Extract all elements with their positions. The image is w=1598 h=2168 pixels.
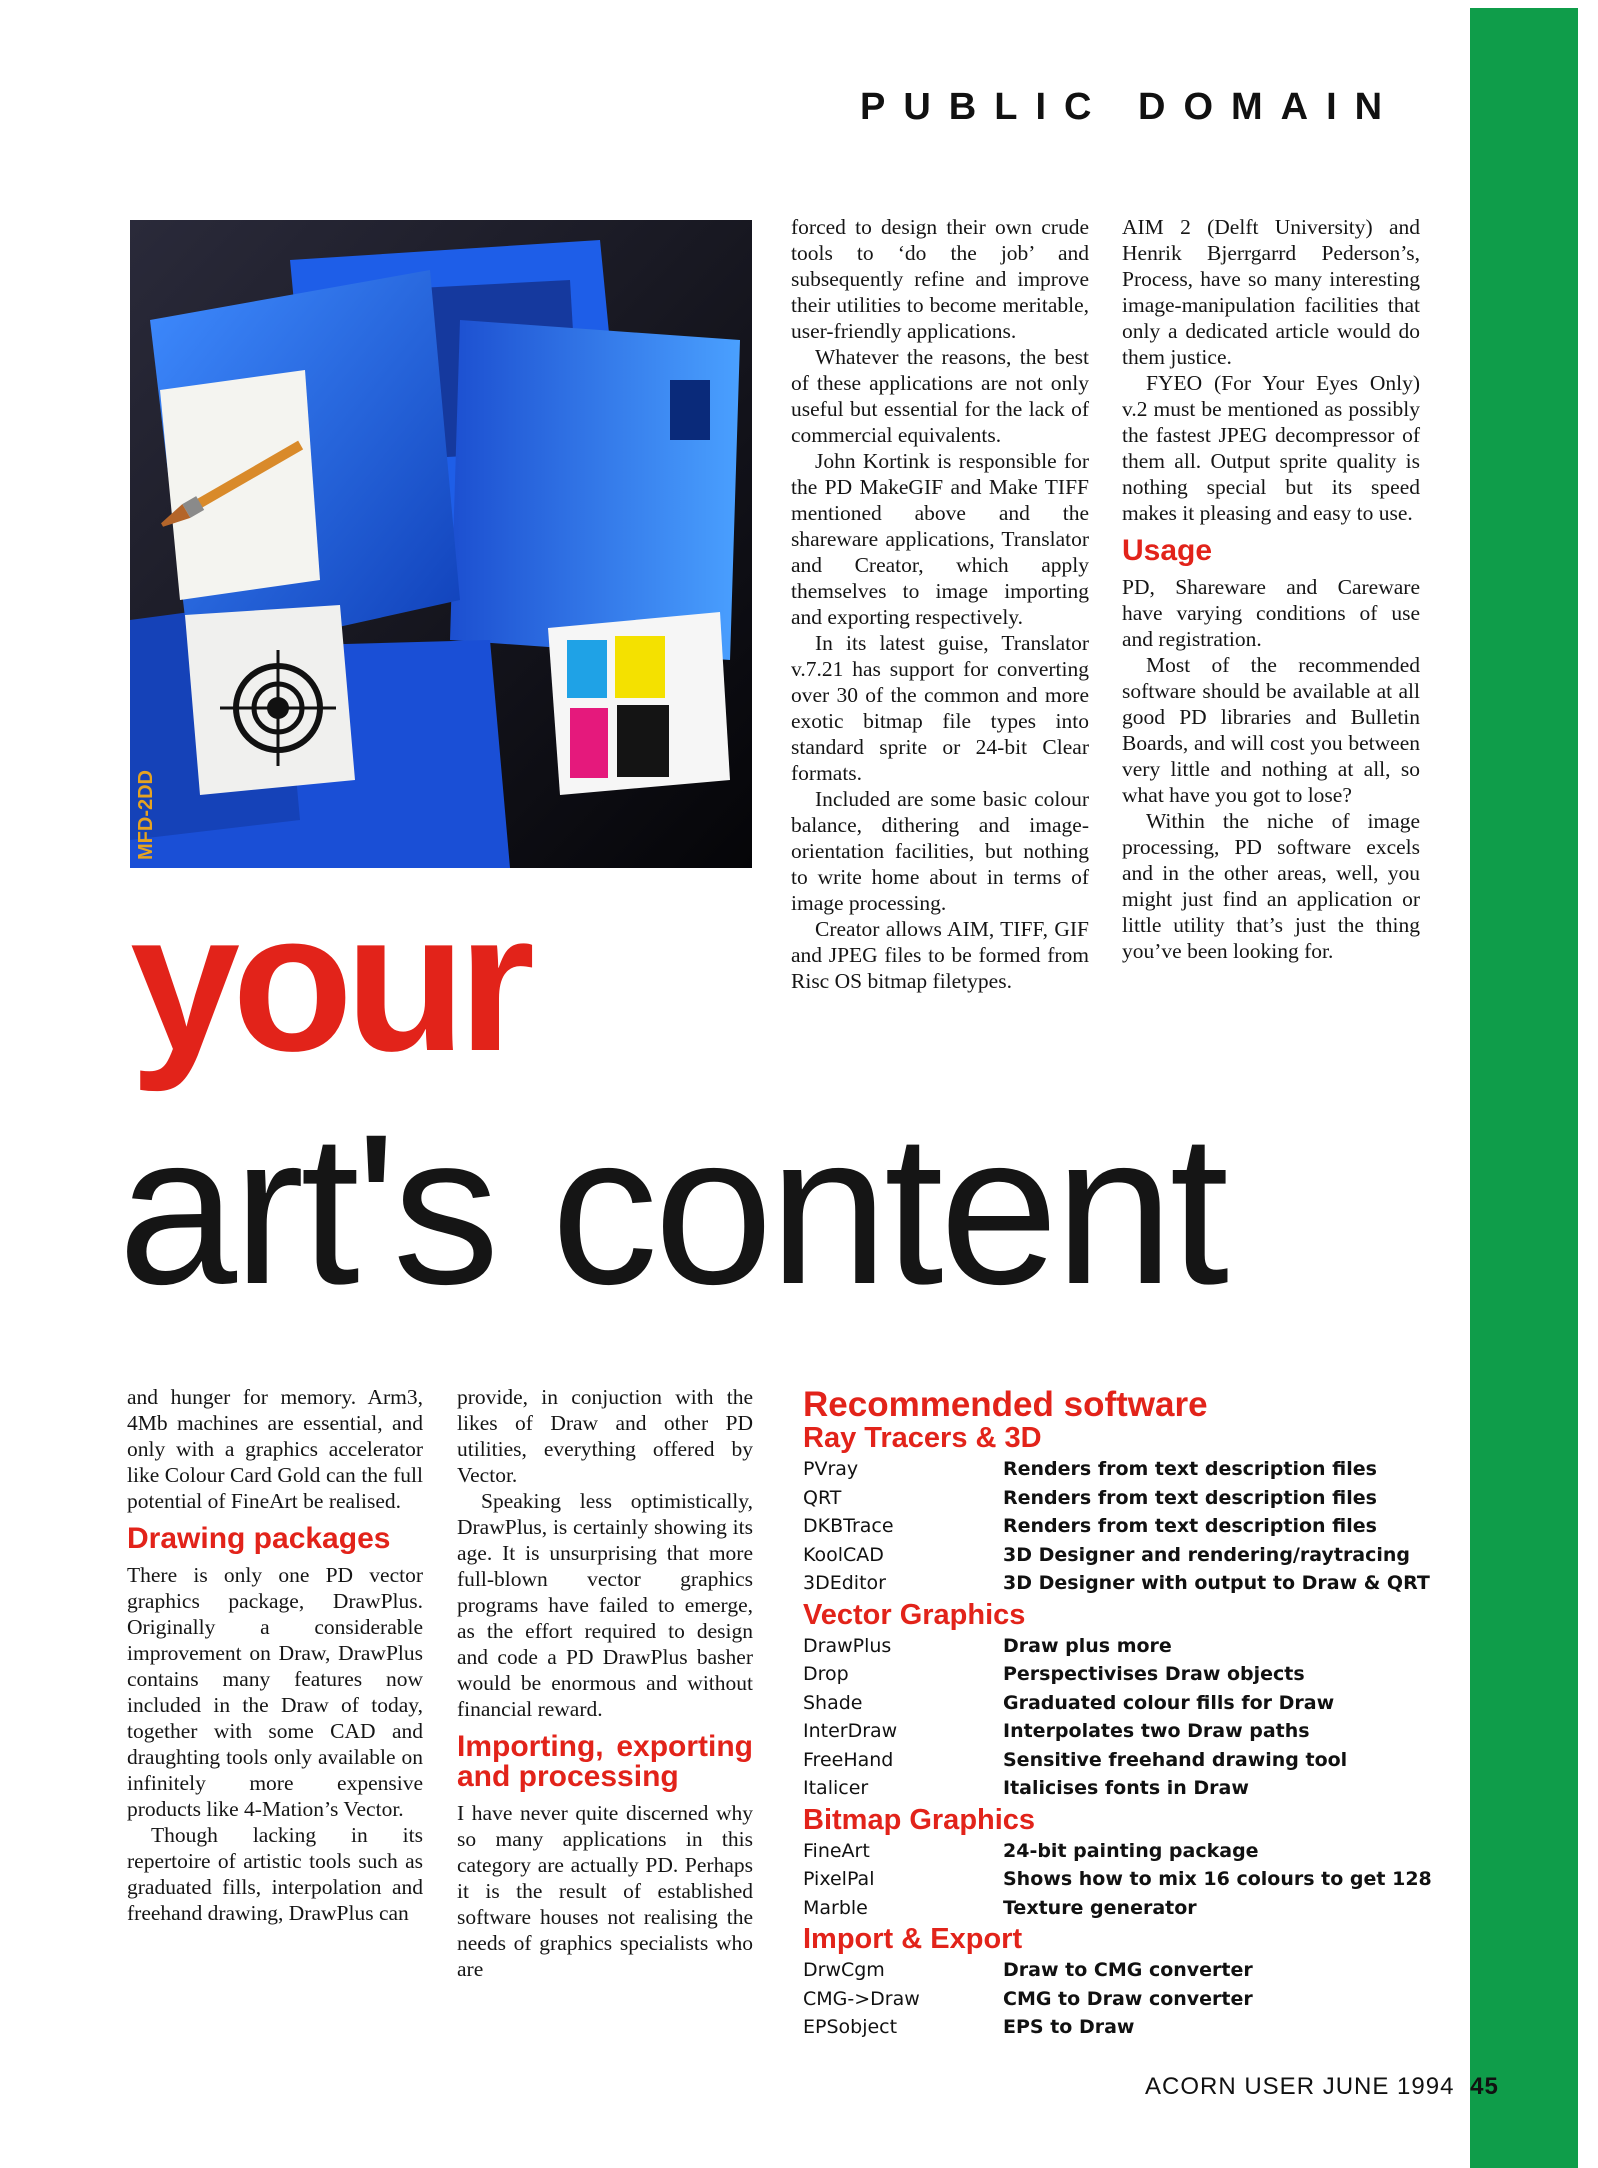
target-label <box>185 605 355 795</box>
software-row <box>803 1985 1463 2014</box>
green-edge-bar <box>1470 0 1598 2160</box>
software-row <box>803 2013 1463 2042</box>
floppy-disk-right <box>450 320 740 660</box>
software-name: DrwCgm <box>803 1959 885 1981</box>
paragraph: provide, in conjuction with the likes of Draw and other PD utilities, everything offered by Vector. <box>457 1385 753 1487</box>
software-desc: 3D Designer with output to Draw & QRT <box>1003 1572 1430 1594</box>
paragraph: Within the niche of image processing, PD software excels and in the other areas, well, you might just find an application or little utility that’s just the thing you’ve been looking for. <box>1122 809 1420 963</box>
paragraph: Though lacking in its repertoire of artistic tools such as graduated fills, interpolation and freehand drawing, DrawPlus can <box>127 1823 423 1925</box>
software-name: PVray <box>803 1458 859 1480</box>
software-row <box>803 1774 1463 1803</box>
software-desc: Interpolates two Draw paths <box>1003 1720 1310 1742</box>
software-name: Italicer <box>803 1777 869 1799</box>
section-label: PUBLIC DOMAIN <box>860 86 1401 128</box>
software-name: PixelPal <box>803 1868 875 1890</box>
software-desc: Renders from text description files <box>1003 1486 1377 1509</box>
software-name: KoolCAD <box>803 1543 884 1566</box>
category-table <box>803 1837 1463 1923</box>
software-desc: Perspectivises Draw objects <box>1003 1663 1305 1685</box>
software-desc: 24-bit painting package <box>1003 1839 1259 1862</box>
software-name: 3DEditor <box>803 1572 886 1594</box>
category-table <box>803 1632 1463 1803</box>
paragraph: In its latest guise, Translator v.7.21 has support for converting over 30 of the common and more exotic bitmap file types into standard sprite or 24-bit Clear formats. <box>791 631 1089 785</box>
software-desc: 3D Designer and rendering/raytracing <box>1003 1543 1411 1566</box>
software-name: Marble <box>803 1896 868 1919</box>
software-desc: Texture generator <box>1003 1896 1197 1919</box>
software-row <box>803 1894 1463 1923</box>
paragraph: PD, Shareware and Careware have varying conditions of use and registration. <box>1122 575 1420 651</box>
category-heading: Ray Tracers & 3D <box>803 1422 1042 1454</box>
category-heading: Import & Export <box>803 1923 1023 1955</box>
software-desc: Shows how to mix 16 colours to get 128 <box>1003 1868 1432 1890</box>
software-name: DKBTrace <box>803 1515 894 1537</box>
drawing-packages-heading: Drawing packages <box>127 1522 391 1555</box>
category-heading: Vector Graphics <box>803 1598 1026 1631</box>
software-desc: Italicises fonts in Draw <box>1003 1777 1249 1799</box>
software-desc: CMG to Draw converter <box>1003 1987 1253 2010</box>
page-footer <box>1145 2073 1499 2101</box>
recommended-software-title: Recommended software <box>803 1385 1208 1424</box>
software-row <box>803 1837 1463 1866</box>
paragraph: I have never quite discerned why so many applications in this category are actually PD. Perhaps it is the result of established software houses not realising the needs of graphics specialists who are <box>457 1801 753 1981</box>
recommended-software-list <box>803 1421 1463 2042</box>
software-desc: Draw plus more <box>1003 1634 1172 1657</box>
top-column-2 <box>1122 214 1420 964</box>
bottom-column-2 <box>457 1384 753 1982</box>
bottom-column-1 <box>127 1384 423 1926</box>
top-column-1 <box>791 214 1089 994</box>
software-row <box>803 1632 1463 1661</box>
software-desc: Renders from text description files <box>1003 1515 1377 1537</box>
software-desc: Graduated colour fills for Draw <box>1003 1691 1335 1714</box>
black-swatch <box>617 705 669 777</box>
cyan-swatch <box>567 640 607 698</box>
paragraph: John Kortink is responsible for the PD MakeGIF and Make TIFF mentioned above and the shareware applications, Translator and Creator, which apply themselves to image importing and exporting respectively. <box>791 449 1089 629</box>
software-row <box>803 1512 1463 1541</box>
software-name: InterDraw <box>803 1720 898 1742</box>
software-name: Drop <box>803 1663 849 1685</box>
magenta-swatch <box>570 708 608 778</box>
title-arts-content: art's content <box>118 1090 1226 1329</box>
usage-heading: Usage <box>1122 534 1213 567</box>
importing-heading: Importing, exporting and processing <box>457 1730 753 1793</box>
software-row <box>803 1660 1463 1689</box>
software-row <box>803 1455 1463 1484</box>
paragraph: FYEO (For Your Eyes Only) v.2 must be mentioned as possibly the fastest JPEG decompressor of them all. Output sprite quality is nothing special but its speed makes it pleasing and easy to use. <box>1122 371 1420 525</box>
paragraph: There is only one PD vector graphics package, DrawPlus. Originally a considerable improvement on Draw, DrawPlus contains many features now included in the Draw of today, together with some CAD and draughting tools only available on infinitely more expensive products like 4-Mation’s Vector. <box>127 1563 423 1821</box>
software-row <box>803 1717 1463 1746</box>
software-name: CMG->Draw <box>803 1987 920 2010</box>
title-your: your <box>130 871 528 1092</box>
floppy-disk-illustration <box>130 220 752 868</box>
paragraph: Included are some basic colour balance, dithering and image-orientation facilities, but nothing to write home about in terms of image processing. <box>791 787 1089 915</box>
software-name: Shade <box>803 1691 863 1714</box>
software-name: FreeHand <box>803 1748 894 1771</box>
paragraph: and hunger for memory. Arm3, 4Mb machines are essential, and only with a graphics accelerator like Colour Card Gold can the full potential of FineArt be realised. <box>127 1385 423 1513</box>
category-table <box>803 1455 1463 1598</box>
paragraph: Whatever the reasons, the best of these applications are not only useful but essential for the lack of commercial equivalents. <box>791 345 1089 447</box>
floppy-disk-photo <box>130 220 752 868</box>
software-row <box>803 1541 1463 1570</box>
yellow-swatch <box>615 636 665 698</box>
page-number: 45 <box>1470 2073 1499 2100</box>
software-row <box>803 1956 1463 1985</box>
software-desc: Draw to CMG converter <box>1003 1959 1253 1981</box>
software-row <box>803 1689 1463 1718</box>
category-table <box>803 1956 1463 2042</box>
software-name: EPSobject <box>803 2016 898 2038</box>
software-name: DrawPlus <box>803 1634 892 1657</box>
software-name: QRT <box>803 1486 842 1509</box>
software-row <box>803 1569 1463 1598</box>
green-strip <box>1470 8 1578 2168</box>
disk-label-text: MFD-2DD <box>135 770 157 860</box>
software-row <box>803 1865 1463 1894</box>
software-desc: Sensitive freehand drawing tool <box>1003 1748 1348 1771</box>
software-row <box>803 1484 1463 1513</box>
paragraph: forced to design their own crude tools to ‘do the job’ and subsequently refine and improve their utilities to become meritable, user-friendly applications. <box>791 215 1089 343</box>
software-name: FineArt <box>803 1839 870 1862</box>
software-desc: Renders from text description files <box>1003 1458 1377 1480</box>
paragraph: Speaking less optimistically, DrawPlus, is certainly showing its age. It is unsurprising that more full-blown vector graphics programs have failed to emerge, as the effort required to design and code a PD DrawPlus basher would be enormous and without financial reward. <box>457 1489 753 1721</box>
paragraph: Most of the recommended software should be available at all good PD libraries and Bulletin Boards, and will cost you between very little and nothing at all, so what have you got to lose? <box>1122 653 1420 807</box>
magazine-issue: ACORN USER JUNE 1994 <box>1145 2073 1455 2100</box>
paragraph: AIM 2 (Delft University) and Henrik Bjerrgarrd Pederson’s, Process, have so many interesting image-manipulation facilities that only a dedicated article would do them justice. <box>1122 215 1420 369</box>
software-row <box>803 1746 1463 1775</box>
software-desc: EPS to Draw <box>1003 2016 1135 2038</box>
paragraph: Creator allows AIM, TIFF, GIF and JPEG files to be formed from Risc OS bitmap filetypes. <box>791 917 1089 993</box>
category-heading: Bitmap Graphics <box>803 1803 1036 1836</box>
